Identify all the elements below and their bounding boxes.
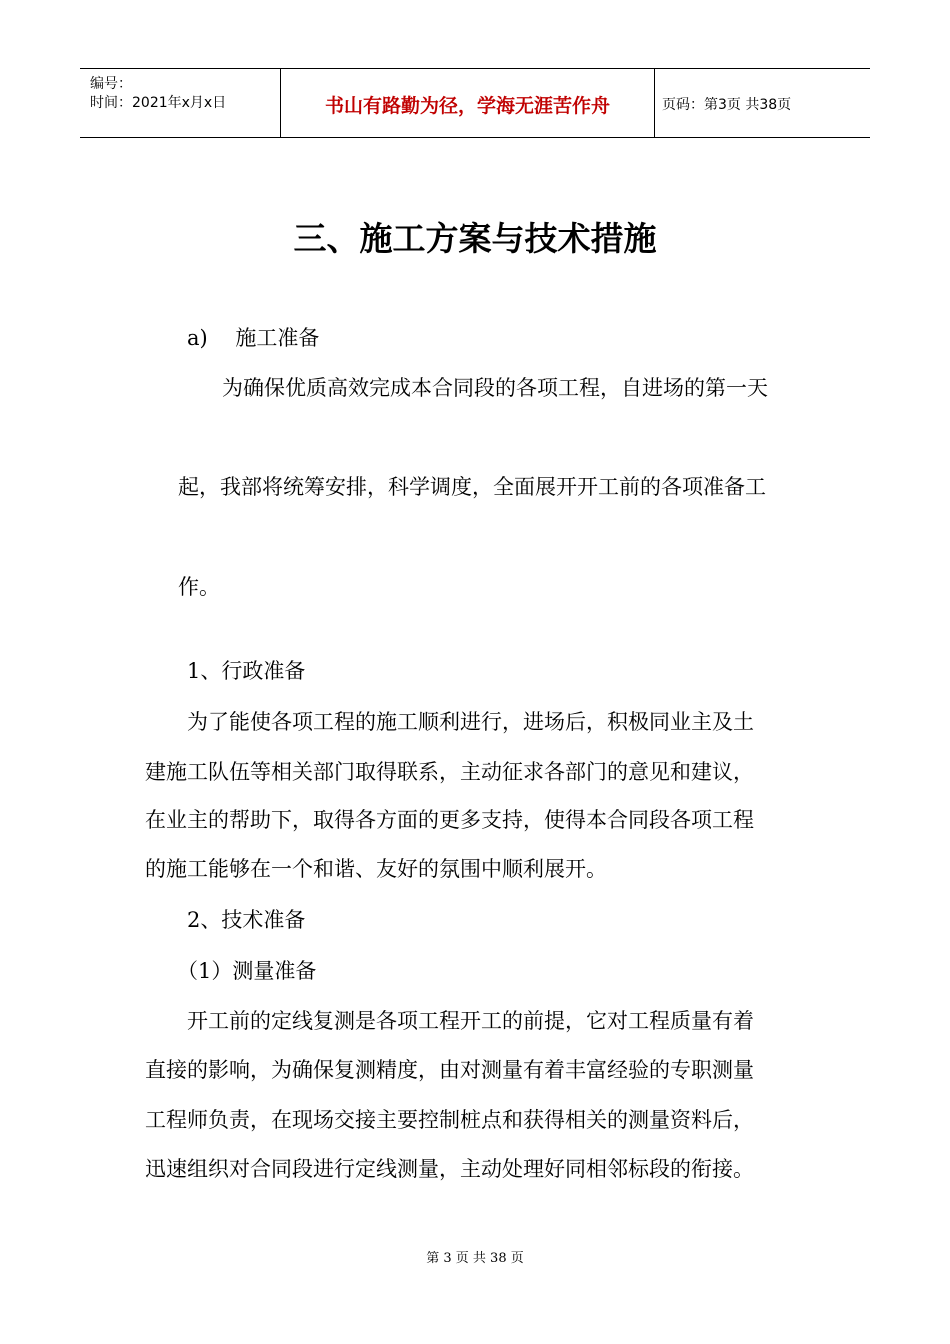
paragraph-line: 在业主的帮助下，取得各方面的更多支持，使得本合同段各项工程 — [145, 808, 754, 832]
paragraph-line: 为确保优质高效完成本合同段的各项工程，自进场的第一天 — [222, 376, 768, 400]
page-title: 三、施工方案与技术措施 — [293, 219, 657, 258]
paragraph-line: 工程师负责，在现场交接主要控制桩点和获得相关的测量资料后， — [145, 1108, 754, 1132]
paragraph-line: 开工前的定线复测是各项工程开工的前提，它对工程质量有着 — [187, 1009, 754, 1033]
subsection-heading-2: 2、技术准备 — [187, 908, 306, 932]
page-header — [80, 68, 870, 138]
paragraph-line: 起，我部将统筹安排，科学调度，全面展开开工前的各项准备工 — [178, 475, 766, 499]
header-page-info: 页码：第3页 共38页 — [662, 97, 792, 113]
subsection-heading-2-1: （1）测量准备 — [177, 959, 317, 983]
paragraph-line: 为了能使各项工程的施工顺利进行，进场后，积极同业主及土 — [187, 710, 754, 734]
header-motto: 书山有路勤为径，学海无涯苦作舟 — [324, 95, 610, 117]
paragraph-line: 建施工队伍等相关部门取得联系，主动征求各部门的意见和建议， — [145, 760, 754, 784]
section-heading-a: a) 施工准备 — [187, 326, 320, 350]
paragraph-line: 作。 — [178, 575, 220, 599]
subsection-heading-1: 1、行政准备 — [187, 659, 306, 683]
page-footer: 第 3 页 共 38 页 — [426, 1251, 524, 1266]
header-motto-cell — [280, 69, 655, 137]
document-date-label: 时间：2021年x月x日 — [90, 95, 227, 111]
paragraph-line: 的施工能够在一个和谐、友好的氛围中顺利展开。 — [145, 857, 607, 881]
paragraph-line: 迅速组织对合同段进行定线测量，主动处理好同相邻标段的衔接。 — [145, 1157, 754, 1181]
header-page-cell — [654, 69, 870, 137]
document-number-label: 编号： — [90, 76, 132, 92]
paragraph-line: 直接的影响，为确保复测精度，由对测量有着丰富经验的专职测量 — [145, 1058, 754, 1082]
header-meta-cell — [80, 69, 280, 137]
